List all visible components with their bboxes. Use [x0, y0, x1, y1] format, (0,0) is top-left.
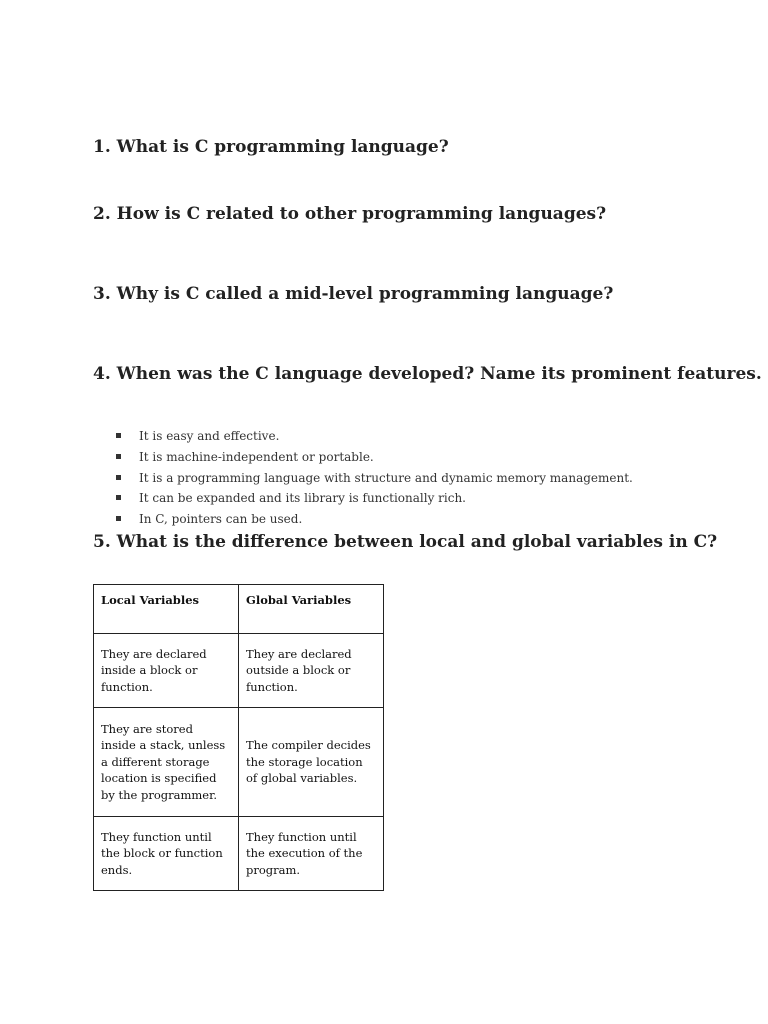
- feature-item: In C, pointers can be used.: [116, 509, 633, 530]
- feature-item: It is a programming language with structure and dynamic memory management.: [116, 468, 633, 489]
- question-2-heading: 2. How is C related to other programming languages?: [93, 204, 607, 224]
- table-cell: They are declared inside a block or function.: [94, 634, 239, 708]
- header-global-variables: Global Variables: [239, 585, 384, 634]
- feature-item: It can be expanded and its library is functionally rich.: [116, 488, 633, 509]
- table-row: [94, 708, 384, 817]
- table-cell: They are declared outside a block or function.: [239, 634, 384, 708]
- table-cell: They are stored inside a stack, unless a different storage location is specified by the programmer.: [94, 708, 239, 817]
- table-header-row: [94, 585, 384, 634]
- table-cell: They function until the execution of the program.: [239, 817, 384, 891]
- table-cell: The compiler decides the storage location of global variables.: [239, 708, 384, 817]
- question-4-heading: 4. When was the C language developed? Name its prominent features.: [93, 364, 762, 384]
- table-row: [94, 817, 384, 891]
- question-5-heading: 5. What is the difference between local and global variables in C?: [93, 532, 718, 552]
- table-row: [94, 634, 384, 708]
- question-1-heading: 1. What is C programming language?: [93, 137, 449, 157]
- table-cell: They function until the block or function ends.: [94, 817, 239, 891]
- question-3-heading: 3. Why is C called a mid-level programming language?: [93, 284, 614, 304]
- feature-item: It is easy and effective.: [116, 426, 633, 447]
- header-local-variables: Local Variables: [94, 585, 239, 634]
- local-vs-global-table: [93, 584, 384, 891]
- features-list: [116, 426, 633, 530]
- feature-item: It is machine-independent or portable.: [116, 447, 633, 468]
